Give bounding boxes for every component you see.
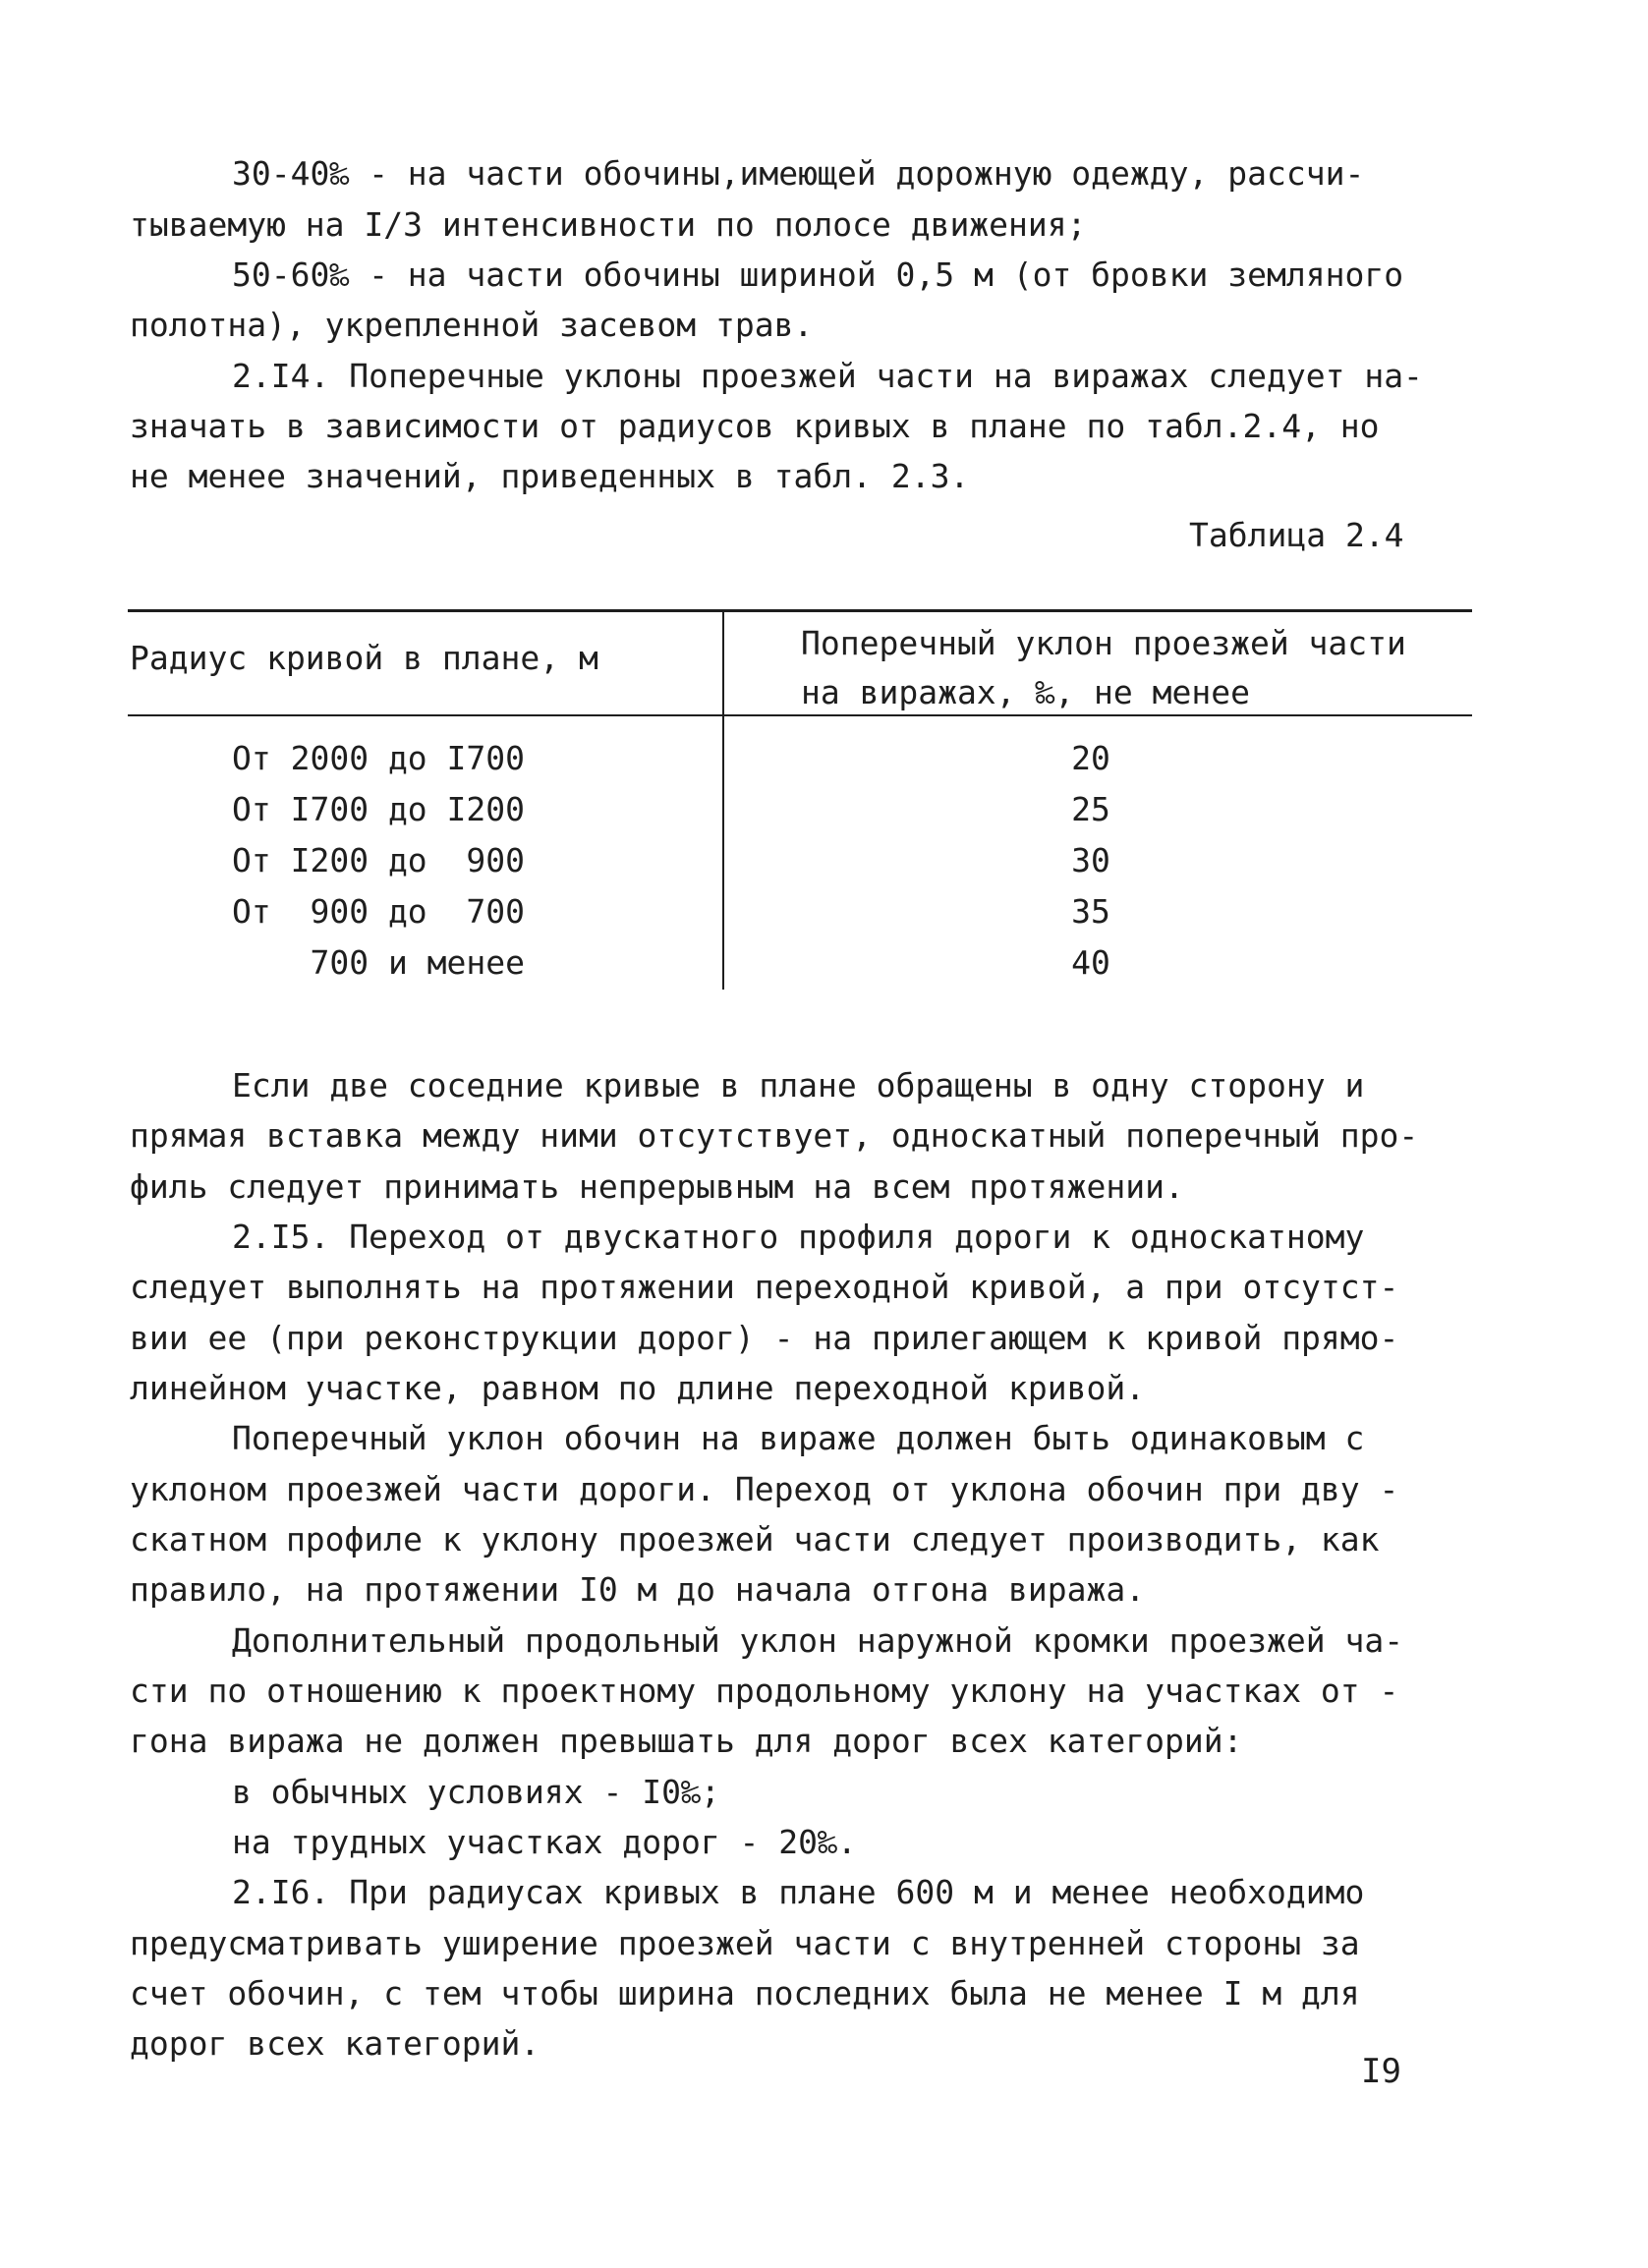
text-line: гона виража не должен превышать для дорог всех категорий: xyxy=(130,1722,1243,1760)
table-cell-slope: 40 xyxy=(1071,943,1110,982)
text-line: 2.I6. При радиусах кривых в плане 600 м и менее необходимо xyxy=(232,1873,1365,1911)
text-line: предусматривать уширение проезжей части с внутренней стороны за xyxy=(130,1924,1360,1962)
header-slope-line2: на виражах, ‰, не менее xyxy=(801,673,1250,711)
table-cell-radius: От I200 до 900 xyxy=(232,841,526,879)
text-line: вии ее (при реконструкции дорог) - на прилегающем к кривой прямо- xyxy=(130,1319,1399,1357)
text-line: сти по отношению к проектному продольному уклону на участках от - xyxy=(130,1672,1399,1710)
table-header-rule xyxy=(128,714,1472,716)
text-line: скатном профиле к уклону проезжей части следует производить, как xyxy=(130,1520,1380,1559)
text-line: Если две соседние кривые в плане обращены в одну сторону и xyxy=(232,1066,1365,1105)
table-cell-radius: 700 и менее xyxy=(232,943,526,982)
text-line: дорог всех категорий. xyxy=(130,2024,540,2063)
text-line: 2.I5. Переход от двускатного профиля дороги к односкатному xyxy=(232,1218,1365,1256)
text-line: уклоном проезжей части дороги. Переход от уклона обочин при дву - xyxy=(130,1470,1399,1508)
table-cell-slope: 30 xyxy=(1071,841,1110,879)
text-line: не менее значений, приведенных в табл. 2.3. xyxy=(130,457,970,495)
table-cell-radius: От 2000 до I700 xyxy=(232,739,526,777)
text-line: 30-40‰ - на части обочины,имеющей дорожную одежду, рассчи- xyxy=(232,154,1365,193)
text-line: на трудных участках дорог - 20‰. xyxy=(232,1823,857,1861)
table-top-rule xyxy=(128,609,1472,612)
header-radius: Радиус кривой в плане, м xyxy=(130,639,598,677)
text-line: в обычных условиях - I0‰; xyxy=(232,1773,720,1811)
text-line: Дополнительный продольный уклон наружной кромки проезжей ча- xyxy=(232,1621,1404,1660)
page-number: I9 xyxy=(1361,2052,1401,2091)
text-line: Поперечный уклон обочин на вираже должен быть одинаковым с xyxy=(232,1419,1365,1457)
table-cell-slope: 20 xyxy=(1071,739,1110,777)
table-cell-slope: 25 xyxy=(1071,790,1110,828)
text-line: тываемую на I/3 интенсивности по полосе движения; xyxy=(130,205,1087,244)
text-line: филь следует принимать непрерывным на всем протяжении. xyxy=(130,1167,1184,1206)
text-line: полотна), укрепленной засевом трав. xyxy=(130,306,814,344)
table-caption: Таблица 2.4 xyxy=(1189,516,1404,554)
table-column-divider xyxy=(722,611,724,990)
text-line: прямая вставка между ними отсутствует, односкатный поперечный про- xyxy=(130,1116,1419,1155)
header-slope-line1: Поперечный уклон проезжей части xyxy=(801,624,1406,662)
text-line: 50-60‰ - на части обочины шириной 0,5 м (от бровки земляного xyxy=(232,255,1404,294)
text-line: 2.I4. Поперечные уклоны проезжей части на виражах следует на- xyxy=(232,357,1423,395)
table-cell-radius: От I700 до I200 xyxy=(232,790,526,828)
table-cell-slope: 35 xyxy=(1071,892,1110,931)
table-cell-radius: От 900 до 700 xyxy=(232,892,526,931)
text-line: счет обочин, с тем чтобы ширина последних была не менее I м для xyxy=(130,1974,1360,2013)
text-line: значать в зависимости от радиусов кривых в плане по табл.2.4, но xyxy=(130,407,1380,445)
text-line: следует выполнять на протяжении переходной кривой, а при отсутст- xyxy=(130,1268,1399,1306)
text-line: правило, на протяжении I0 м до начала отгона виража. xyxy=(130,1570,1146,1609)
text-line: линейном участке, равном по длине переходной кривой. xyxy=(130,1369,1146,1407)
